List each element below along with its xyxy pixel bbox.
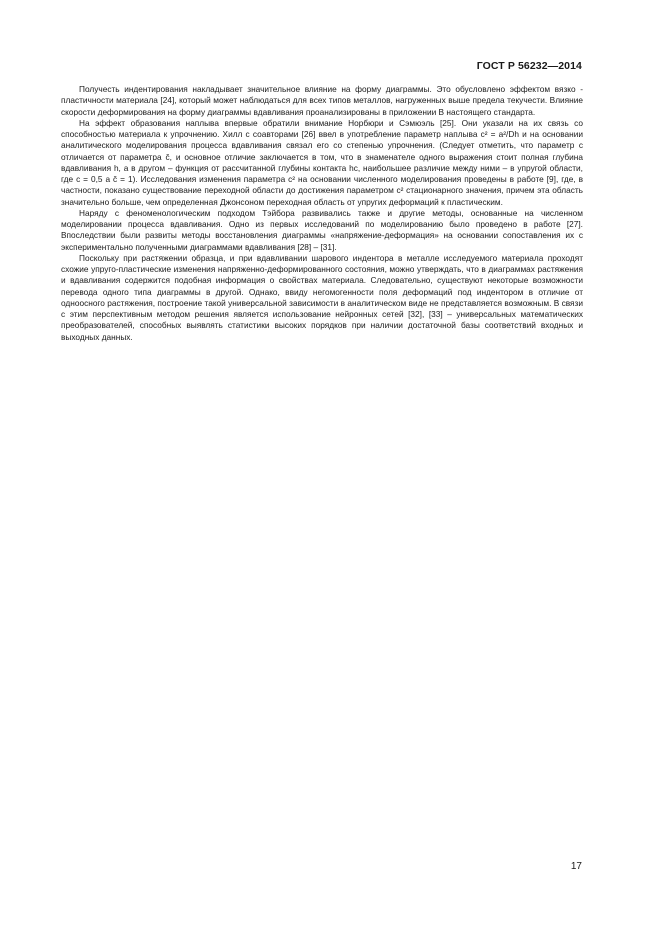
page-number: 17 [570,861,582,872]
paragraph-3: Наряду с феноменологическим подходом Тэйбора развивались также и другие методы, основанные на численном моделировании процесса вдавливания. Одно из первых исследований по моделированию было проведено в работе [27]. Впоследствии были развиты методы восстановления диаграммы «напряжение-деформация» на основании сопоставления их с экспериментально полученными диаграммами вдавливания [28] – [31]. [61,207,583,252]
paragraph-1: Получесть индентирования накладывает значительное влияние на форму диаграммы. Это обусловлено эффектом вязко - пластичности материала [24], который может наблюдаться для всех типов металлов, нагруженных выше предела текучести. Влияние скорости деформирования на форму диаграммы вдавливания проанализированы в приложении В настоящего стандарта. [61,84,583,117]
document-header: ГОСТ Р 56232—2014 [476,60,582,72]
paragraph-4: Поскольку при растяжении образца, и при вдавливании шарового индентора в металле исследуемого материала проходят схожие упруго-пластические изменения напряженно-деформированного состояния, можно утверждать, что в диаграммах растяжения и вдавливания содержится подобная информация о свойствах материала. Следовательно, существуют некоторые возможности перевода одного типа диаграммы в другой. Однако, ввиду негомогенности поля деформаций под индентором в отличие от одноосного растяжения, построение такой универсальной зависимости в аналитическом виде не представляется возможным. В связи с этим перспективным методом решения является использование нейронных сетей [32], [33] – универсальных математических преобразователей, способных выявлять статистики высоких порядков при наличии достаточной базы соответствий входных и выходных данных. [61,252,583,342]
body-text [61,84,583,343]
paragraph-2: На эффект образования наплыва впервые обратили внимание Норбюри и Сэмюэль [25]. Они указали на их связь со способностью материала к упрочнению. Хилл с соавторами [26] ввел в употребление параметр наплыва c² = a²/Dh и на основании аналитического моделирования процесса вдавливания связал его со степенью упрочнения. (Следует отметить, что параметр c отличается от параметра č, и основное отличие заключается в том, что в знаменателе одного выражения стоит полная глубина вдавливания h, а в другом – функция от рассчитанной глубины контакта hc, наибольшее различие между ними – в упругой области, где c = 0,5 а č = 1). Исследования изменения параметра c² на основании численного моделирования проведены в работе [9], где, в частности, показано существование переходной области до достижения параметром c² стационарного значения, причем эта область значительно больше, чем определенная Джонсоном переходная область от упругих деформаций к пластическим. [61,117,583,207]
